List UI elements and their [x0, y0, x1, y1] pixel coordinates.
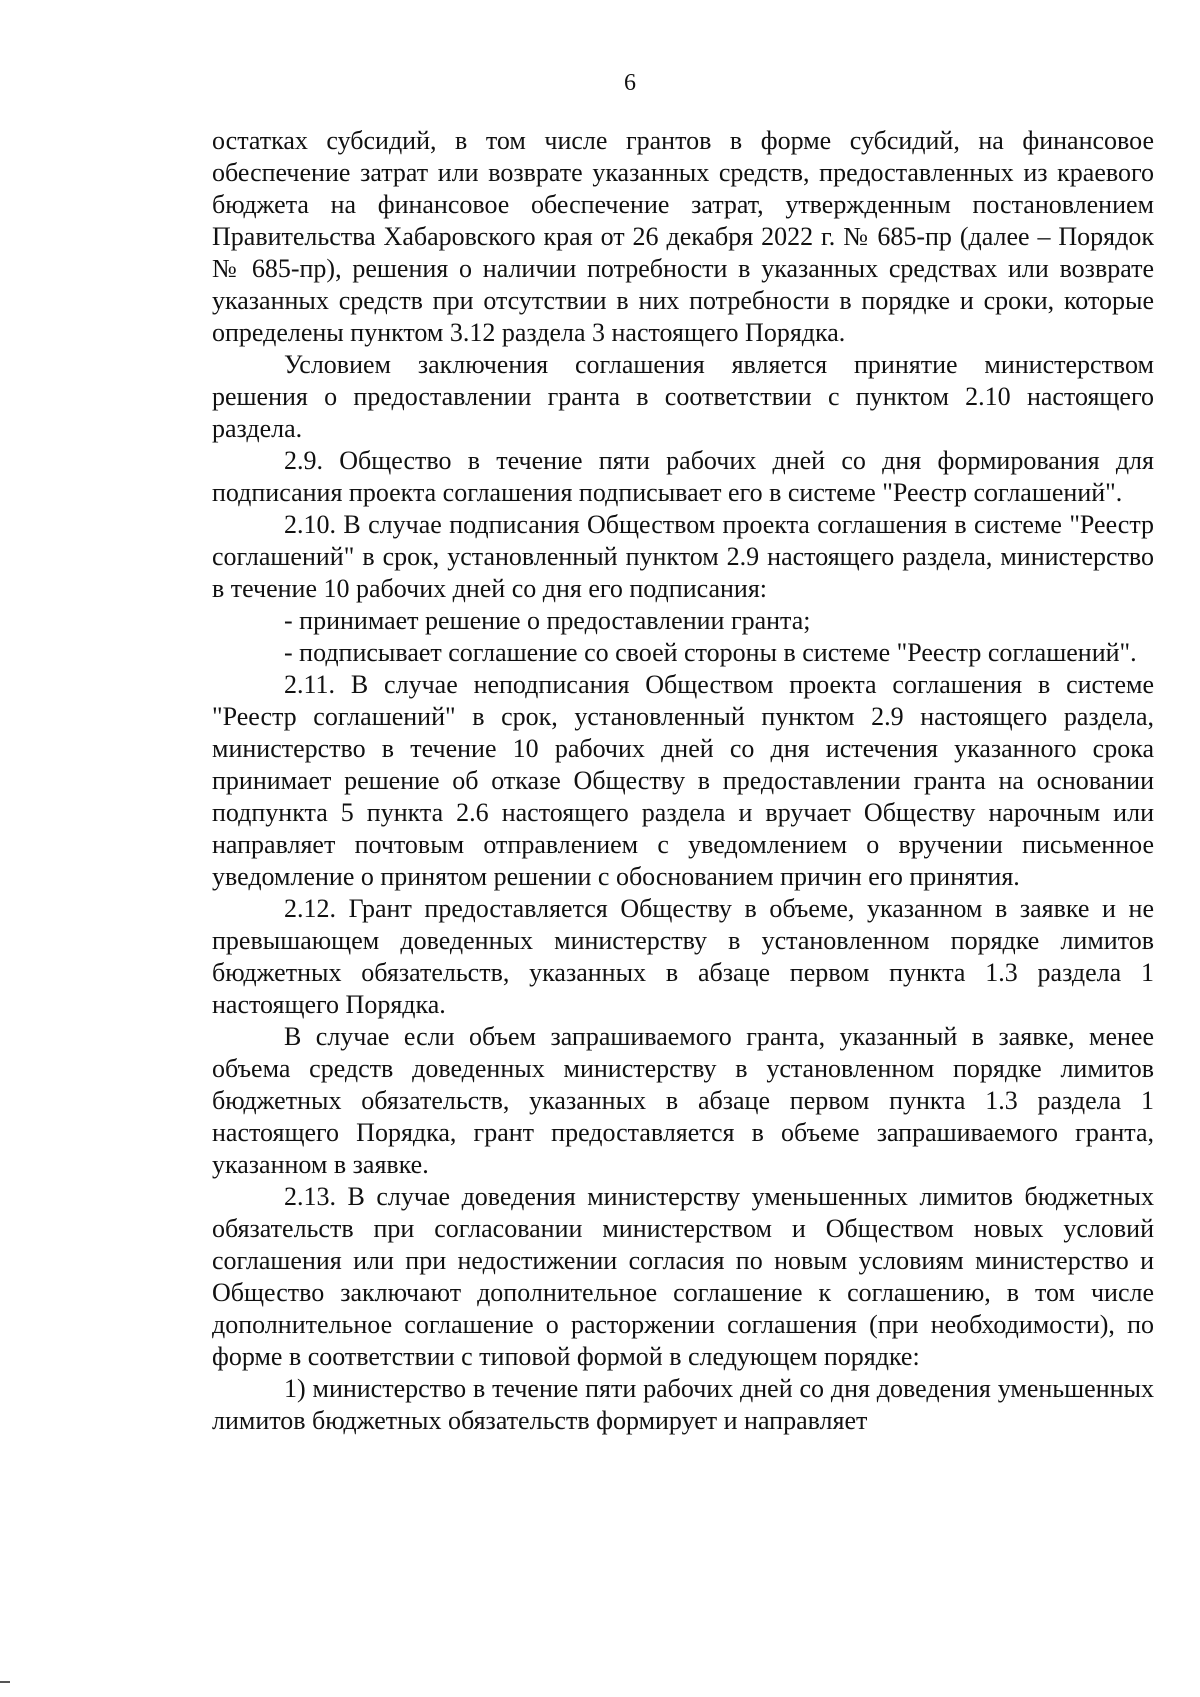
paragraph-2-13: 2.13. В случае доведения министерству уменьшенных лимитов бюджетных обязательств при согласовании министерством и Обществом новых условий соглашения или при недостижении согласия по новым условиям министерство и Общество заключают дополнительное соглашение к соглашению, в том числе дополнительное соглашение о расторжении соглашения (при необходимости), по форме в соответствии с типовой формой в следующем порядке: — [212, 1182, 1154, 1371]
page-number: 6 — [624, 70, 636, 96]
list-item-1: 1) министерство в течение пяти рабочих дней со дня доведения уменьшенных лимитов бюджетных обязательств формирует и направляет — [212, 1374, 1154, 1435]
paragraph-2-11: 2.11. В случае неподписания Обществом проекта соглашения в системе "Реестр соглашений" в срок, установленный пунктом 2.9 настоящего раздела, министерство в течение 10 рабочих дней со дня истечения указанного срока принимает решение об отказе Обществу в предоставлении гранта на основании подпункта 5 пункта 2.6 настоящего раздела и вручает Обществу нарочным или направляет почтовым отправлением с уведомлением о вручении письменное уведомление о принятом решении с обоснованием причин его принятия. — [212, 670, 1154, 891]
list-item-grant-decision: - принимает решение о предоставлении гранта; — [284, 606, 811, 635]
paragraph-grant-amount: В случае если объем запрашиваемого гранта, указанный в заявке, менее объема средств доведенных министерству в установленном порядке лимитов бюджетных обязательств, указанных в абзаце первом пункта 1.3 раздела 1 настоящего Порядка, грант предоставляется в объеме запрашиваемого гранта, указанном в заявке. — [212, 1022, 1154, 1179]
list-item-sign-agreement: - подписывает соглашение со своей стороны в системе "Реестр соглашений". — [284, 638, 1137, 667]
paragraph-continuation: остатках субсидий, в том числе грантов в форме субсидий, на финансовое обеспечение затрат или возврате указанных средств, предоставленных из краевого бюджета на финансовое обеспечение затрат, утвержденным постановлением Правительства Хабаровского края от 26 декабря 2022 г. № 685-пр (далее – Порядок № 685-пр), решения о наличии потребности в указанных средствах или возврате указанных средств при отсутствии в них потребности в порядке и сроки, которые определены пунктом 3.12 раздела 3 настоящего Порядка. — [212, 126, 1154, 347]
paragraph-2-10: 2.10. В случае подписания Обществом проекта соглашения в системе "Реестр соглашений" в срок, установленный пунктом 2.9 настоящего раздела, министерство в течение 10 рабочих дней со дня его подписания: — [212, 510, 1154, 603]
paragraph-2-9: 2.9. Общество в течение пяти рабочих дней со дня формирования для подписания проекта соглашения подписывает его в системе "Реестр соглашений". — [212, 446, 1154, 507]
paragraph-2-12: 2.12. Грант предоставляется Обществу в объеме, указанном в заявке и не превышающем доведенных министерству в установленном порядке лимитов бюджетных обязательств, указанных в абзаце первом пункта 1.3 раздела 1 настоящего Порядка. — [212, 894, 1154, 1019]
paragraph-agreement-condition: Условием заключения соглашения является принятие министерством решения о предоставлении гранта в соответствии с пунктом 2.10 настоящего раздела. — [212, 350, 1154, 443]
scan-margin-mark — [0, 1681, 10, 1683]
document-body — [212, 125, 1154, 1437]
